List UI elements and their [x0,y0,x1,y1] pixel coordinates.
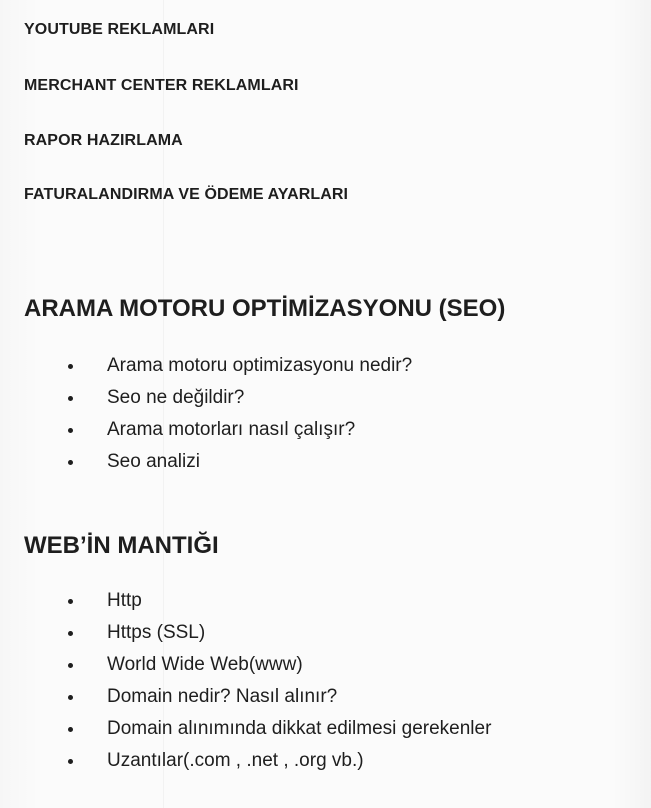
list-item [68,617,491,649]
bullet-icon [68,727,73,732]
web-logic-topic-list [68,585,491,777]
bullet-icon [68,599,73,604]
list-item-label: Https (SSL) [107,622,206,643]
list-item [68,745,491,777]
heading-youtube-ads: YOUTUBE REKLAMLARI [24,21,215,38]
bullet-icon [68,695,73,700]
list-item-label: Http [107,590,142,611]
list-item [68,446,412,478]
list-item-label: Uzantılar(.com , .net , .org vb.) [107,750,364,771]
heading-billing-payment-settings: FATURALANDIRMA VE ÖDEME AYARLARI [24,186,349,203]
bullet-icon [68,396,73,401]
seo-topic-list [68,350,412,478]
list-item-label: Seo ne değildir? [107,387,245,408]
heading-merchant-center-ads: MERCHANT CENTER REKLAMLARI [24,77,299,94]
list-item-label: World Wide Web(www) [107,654,303,675]
section-title-web-logic: WEB’İN MANTIĞI [24,532,219,559]
list-item [68,649,491,681]
list-item [68,585,491,617]
section-title-seo: ARAMA MOTORU OPTİMİZASYONU (SEO) [24,295,506,322]
heading-report-preparation: RAPOR HAZIRLAMA [24,132,183,149]
list-item-label: Domain nedir? Nasıl alınır? [107,686,338,707]
bullet-icon [68,428,73,433]
list-item [68,414,412,446]
bullet-icon [68,663,73,668]
bullet-icon [68,364,73,369]
list-item-label: Domain alınımında dikkat edilmesi gerekenler [107,718,492,739]
list-item-label: Seo analizi [107,451,200,472]
list-item [68,350,412,382]
list-item [68,382,412,414]
bullet-icon [68,759,73,764]
bullet-icon [68,460,73,465]
list-item [68,681,491,713]
list-item-label: Arama motorları nasıl çalışır? [107,419,356,440]
list-item-label: Arama motoru optimizasyonu nedir? [107,355,413,376]
bullet-icon [68,631,73,636]
list-item [68,713,491,745]
